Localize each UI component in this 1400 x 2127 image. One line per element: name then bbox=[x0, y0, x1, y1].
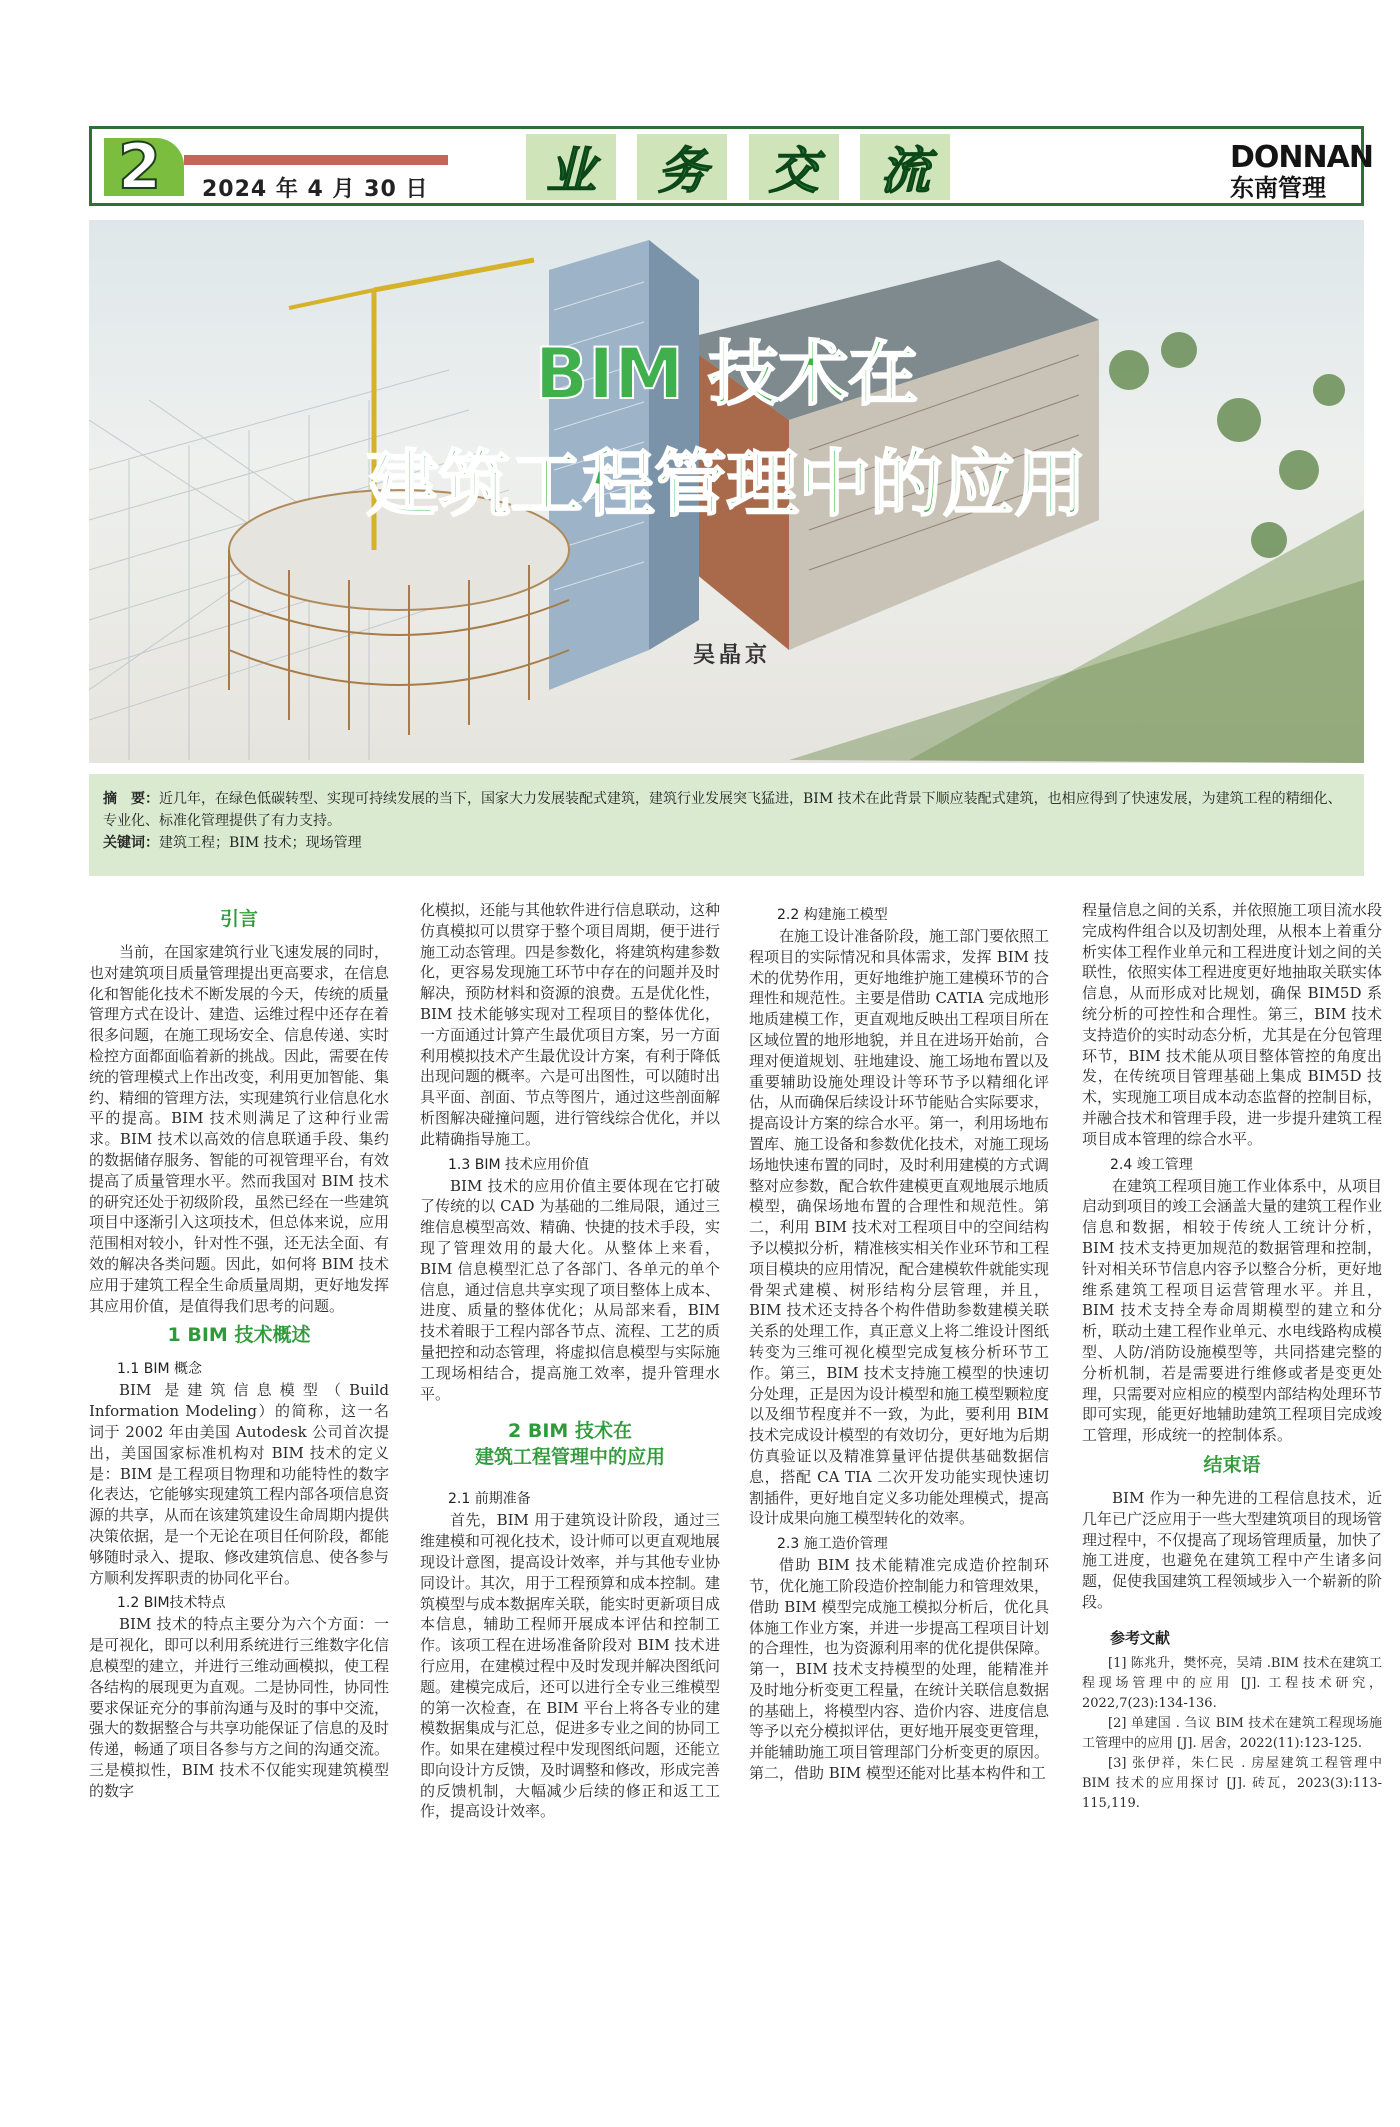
subheading-2-2: 2.2 构建施工模型 bbox=[777, 907, 888, 923]
page-number-badge bbox=[104, 130, 184, 203]
abstract-box bbox=[89, 774, 1364, 876]
paragraph: 首先，BIM 用于建筑设计阶段，通过三维建模和可视化技术，设计师可以更直观地展现设计意图，提高设计效率，并与其他专业协同设计。其次，用于工程预算和成本控制。建筑模型与成本数据库关联，能实时更新项目成本信息，辅助工程师开展成本评估和控制工作。该项工程在进场准备阶段对 BIM 技术进行应用，在建模过程中及时发现并解决图纸问题。建模完成后，还可以进行全专业三维模型的第一次检查，在 BIM 平台上将各专业的建模数据集成与汇总，促进多专业之间的协同工作。如果在建模过程中发现图纸问题，还能立即向设计方反馈，及时调整和修改，形成完善的反馈机制，大幅减少后续的修正和返工工作，提高设计效率。 bbox=[420, 1511, 721, 1821]
section-title bbox=[526, 134, 950, 200]
paragraph: 化模拟，还能与其他软件进行信息联动，这种仿真模拟可以贯穿于整个项目周期，便于进行施工动态管理。四是参数化，将建筑构建参数化，更容易发现施工环节中存在的问题并及时解决，预防材料和资源的浪费。五是优化性，BIM 技术能够实现对工程项目的整体优化，一方面通过计算产生最优项目方案，另一方面利用模拟技术产生最优设计方案，有利于降低出现问题的概率。六是可出图性，可以随时出具平面、剖面、节点等图片，通过这些剖面解析图解决碰撞问题，进行管线综合优化，并以此精确指导施工。 bbox=[420, 901, 721, 1148]
article-title-line-1: BIM 技术在 bbox=[534, 333, 919, 415]
header-accent-bar bbox=[184, 155, 448, 165]
heading-references: 参考文献 bbox=[1110, 1628, 1171, 1647]
column-2 bbox=[420, 900, 720, 1822]
keywords bbox=[103, 832, 1348, 854]
section-char-4: 流 bbox=[860, 134, 950, 200]
section-char-1: 业 bbox=[526, 134, 616, 200]
subheading-2-4: 2.4 竣工管理 bbox=[1110, 1156, 1193, 1173]
subheading-2-3: 2.3 施工造价管理 bbox=[777, 1536, 888, 1553]
paragraph: 在建筑工程项目施工作业体系中，从项目启动到项目的竣工会涵盖大量的建筑工程作业信息和数据，相较于传统人工统计分析，BIM 技术支持更加规范的数据管理和控制，针对相关环节信息内容予以整合分析，更好地维系建筑工程项目运营管理水平。并且，BIM 技术支持全寿命周期模型的建立和分析，联动土建工程作业单元、水电线路构成模型、人防/消防设施模型等，共同搭建完整的分析机制，若是需要进行维修或者是变更处理，只需要对应相应的模型内部结构处理环节即可实现，能更好地辅助建筑工程项目完成竣工管理，形成统一的控制体系。 bbox=[1082, 1176, 1383, 1445]
logo-english: DONNAN bbox=[1230, 140, 1373, 175]
subheading-1-3: 1.3 BIM 技术应用价值 bbox=[448, 1156, 589, 1173]
reference-3: [3] 张伊祥，朱仁民 . 房屋建筑工程管理中 BIM 技术的应用探讨 [J]. 砖瓦，2023(3):113-115,119. bbox=[1082, 1755, 1382, 1811]
heading-section-2-line-1: 2 BIM 技术在 bbox=[508, 1420, 632, 1443]
abstract bbox=[103, 788, 1348, 832]
column-3 bbox=[749, 900, 1049, 1784]
reference-1: [1] 陈兆升，樊怀亮，吴靖 .BIM 技术在建筑工程现场管理中的应用 [J]. 工程技术研究，2022,7(23):134-136. bbox=[1082, 1655, 1382, 1711]
hero-banner bbox=[89, 220, 1364, 763]
keywords-text: 建筑工程；BIM 技术；现场管理 bbox=[159, 835, 362, 851]
paragraph: BIM 技术的应用价值主要体现在它打破了传统的以 CAD 为基础的二维局限，通过三维信息模型高效、精确、快捷的技术手段，实现了管理效用的最大化。从整体上来看，BIM 信息模型汇总了各部门、各单元的单个信息，通过信息共享实现了项目整体上成本、进度、质量的整体优化；从局部来看，BIM 技术着眼于工程内部各节点、流程、工艺的质量把控和动态管理，将虚拟信息模型与实际施工现场相结合，提高施工效率，提升管理水平。 bbox=[420, 1176, 721, 1403]
logo-chinese: 东南管理 bbox=[1230, 174, 1326, 202]
paragraph: 借助 BIM 技术能精准完成造价控制环节，优化施工阶段造价控制能力和管理效果，借助 BIM 模型完成施工模拟分析后，优化具体施工作业方案，并进一步提高工程项目计划的合理性，也为资源利用率的优化提供保障。第一，BIM 技术支持模型的处理，能精准并及时地分析变更工程量，在统计关联信息数据的基础上，将模型内容、造价内容、进度信息等予以充分模拟评估，更好地开展变更管理，并能辅助施工项目管理部门分析变更的原因。第二，借助 BIM 模型还能对比基本构件和工 bbox=[749, 1556, 1050, 1783]
subheading-1-1: 1.1 BIM 概念 bbox=[117, 1361, 202, 1378]
paragraph: BIM 是建筑信息模型（Build Information Modeling）的简称，这一名词于 2002 年由美国 Autodesk 公司首次提出，美国国家标准机构对 BIM 技术的定义是：BIM 是工程项目物理和功能特性的数字化表达，它能够实现建筑工程内部各项信息资源的共享，从而在该建筑建设生命周期内提供决策依据，是一个无论在项目任何阶段，都能够随时录入、提取、修改建筑信息、使各参与方顺利发挥职责的协同化平台。 bbox=[89, 1381, 390, 1587]
heading-section-1: 1 BIM 技术概述 bbox=[167, 1324, 311, 1347]
page-number: 2 bbox=[118, 130, 162, 203]
reference-2: [2] 单建国 . 刍议 BIM 技术在建筑工程现场施工管理中的应用 [J]. 居舍，2022(11):123-125. bbox=[1082, 1715, 1382, 1751]
heading-intro: 引言 bbox=[219, 908, 258, 930]
article-title-line-2: 建筑工程管理中的应用 bbox=[366, 442, 1087, 526]
abstract-text: 近几年，在绿色低碳转型、实现可持续发展的当下，国家大力发展装配式建筑，建筑行业发展突飞猛进，BIM 技术在此背景下顺应装配式建筑，也相应得到了快速发展，为建筑工程的精细化、专业化、标准化管理提供了有力支持。 bbox=[103, 791, 1342, 829]
paragraph: BIM 技术的特点主要分为六个方面：一是可视化，即可以利用系统进行三维数字化信息模型的建立，并进行三维动画模拟，使工程各结构的展现更为直观。二是协同性，协同性要求保证充分的事前沟通与及时的事中交流，强大的数据整合与共享功能保证了信息的及时传递，畅通了项目各参与方之间的沟通交流。三是模拟性，BIM 技术不仅能实现建筑模型的数字 bbox=[89, 1615, 390, 1800]
column-1 bbox=[89, 900, 389, 1801]
heading-section-2 bbox=[420, 1418, 720, 1470]
subheading-2-1: 2.1 前期准备 bbox=[448, 1491, 531, 1508]
paragraph: 当前，在国家建筑行业飞速发展的同时，也对建筑项目质量管理提出更高要求，在信息化和智能化技术不断发展的今天，传统的质量管理方式在设计、建造、运维过程中还存在着很多问题，在施工现场安全、信息传递、实时检控方面都面临着新的挑战。因此，需要在传统的管理模式上作出改变，利用更加智能、集约、精细的管理方法，实现建筑行业信息化水平的提高。BIM 技术则满足了这种行业需求。BIM 技术以高效的信息联通手段、集约的数据储存服务、智能的可视管理平台，有效提高了质量管理水平。然而我国对 BIM 技术的研究还处于初级阶段，虽然已经在一些建筑项目中逐渐引入这项技术，但总体来说，应用范围相对较小，针对性不强，还无法全面、有效的解决各类问题。因此，如何将 BIM 技术应用于建筑工程全生命质量周期，更好地发挥其应用价值，是值得我们思考的问题。 bbox=[89, 943, 390, 1315]
column-4 bbox=[1082, 900, 1382, 1814]
author: 吴晶京 bbox=[693, 642, 772, 668]
issue-date: 2024 年 4 月 30 日 bbox=[202, 177, 429, 202]
subheading-1-2: 1.2 BIM技术特点 bbox=[117, 1595, 226, 1612]
heading-section-2-line-2: 建筑工程管理中的应用 bbox=[474, 1446, 665, 1469]
section-char-3: 交 bbox=[749, 134, 839, 200]
paragraph: 程量信息之间的关系，并依照施工项目流水段完成构件组合以及切割处理，从根本上着重分析实体工程作业单元和工程进度计划之间的关联性，依照实体工程进度更好地抽取关联实体信息，从而形成对比规划，确保 BIM5D 系统分析的可控性和合理性。第三，BIM 技术支持造价的实时动态分析，尤其是在分包管理环节，BIM 技术能从项目整体管控的角度出发，在传统项目管理基础上集成 BIM5D 技术，实现施工项目成本动态监督的控制目标，并融合技术和管理手段，进一步提升建筑工程项目成本管理的综合水平。 bbox=[1082, 901, 1383, 1148]
abstract-label: 摘 要： bbox=[103, 791, 159, 807]
keywords-label: 关键词： bbox=[103, 835, 159, 851]
section-char-2: 务 bbox=[637, 134, 727, 200]
paragraph: BIM 作为一种先进的工程信息技术，近几年已广泛应用于一些大型建筑项目的现场管理过程中，不仅提高了现场管理质量，加快了施工进度，也避免在建筑工程中产生诸多问题，促使我国建筑工程领域步入一个崭新的阶段。 bbox=[1082, 1488, 1383, 1611]
paragraph: 在施工设计准备阶段，施工部门要依照工程项目的实际情况和具体需求，发挥 BIM 技术的优势作用，更好地维护施工建模环节的合理性和规范性。主要是借助 CATIA 完成地形地质建模工作，更直观地反映出工程项目所在区域位置的地形地貌，并且在进场开始前，合理对便道规划、驻地建设、施工场地布置以及重要辅助设施处理设计等环节予以精细化评估，从而确保后续设计环节能贴合实际要求，提高设计方案的综合水平。第一，利用场地布置库、施工设备和参数优化技术，对施工现场场地快速布置的同时，及时利用建模的方式调整对应参数，配合软件建模更直观地展示地质模型，确保场地布置的合理性和规范性。第二，利用 BIM 技术对工程项目中的空间结构予以模拟分析，精准核实相关作业环节和工程项目模块的应用情况，配合建模软件就能实现骨架式建模、树形结构分层管理，并且，BIM 技术还支持各个构件借助参数建模关联关系的处理工作，真正意义上将二维设计图纸转变为三维可视化模型完成复核分析环节工作。第三，BIM 技术支持施工模型的快速切分处理，正是因为设计模型和施工模型颗粒度以及细节程度并不一致，为此，要利用 BIM 技术完成设计模型的有效切分，更好地为后期仿真验证以及精准算量评估提供基础数据信息，搭配 CA TIA 二次开发功能实现快速切割插件，更好地自定义多功能处理模式，提高设计成果向施工模型转化的效率。 bbox=[749, 927, 1050, 1528]
heading-conclusion: 结束语 bbox=[1203, 1453, 1261, 1476]
